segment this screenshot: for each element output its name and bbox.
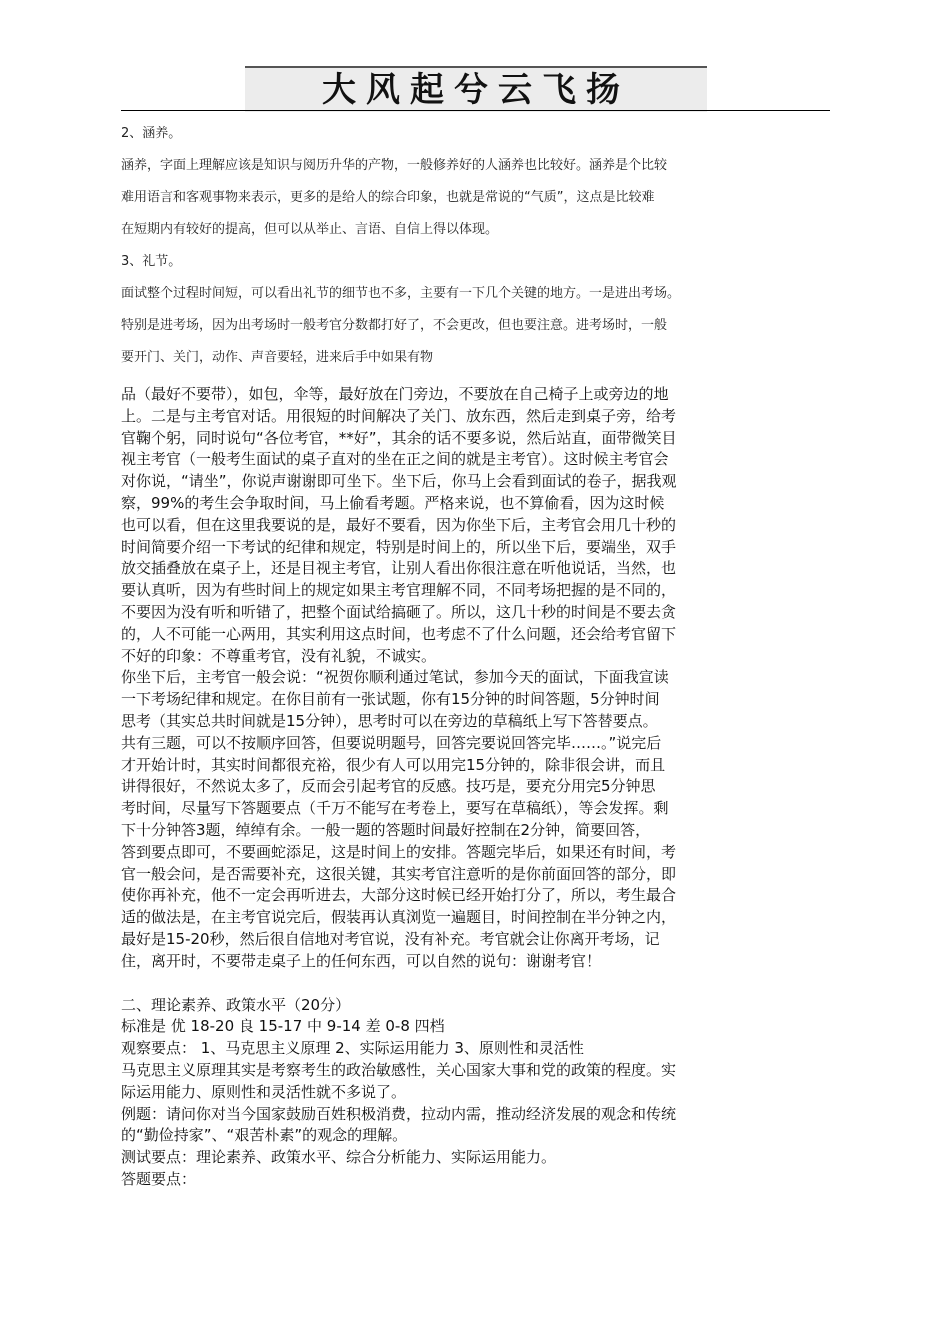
paragraph-line: 要认真听，因为有些时间上的规定如果主考官理解不同，不同考场把握的是不同的， xyxy=(121,581,677,600)
paragraph-line: 察，99%的考生会争取时间，马上偷看考题。严格来说，也不算偷看，因为这时候 xyxy=(121,493,665,512)
paragraph-line: 的“勤俭持家”、“艰苦朴素”的观念的理解。 xyxy=(121,1126,408,1145)
banner-title: 大风起兮云飞扬 xyxy=(322,70,630,110)
paragraph-line: 视主考官（一般考生面试的桌子直对的坐在正之间的就是主考官）。这时候主考官会 xyxy=(121,450,669,469)
paragraph-line: 难用语言和客观事物来表示，更多的是给人的综合印象，也就是常说的“气质”，这点是比较难 xyxy=(121,190,655,205)
paragraph-line: 最好是15-20秒，然后很自信地对考官说，没有补充。考官就会让你离开考场，记 xyxy=(121,929,660,948)
paragraph-line: 使你再补充，他不一定会再听进去，大部分这时候已经开始打分了，所以，考生最合 xyxy=(121,886,677,905)
paragraph-line: 适的做法是，在主考官说完后，假装再认真浏览一遍题目，时间控制在半分钟之内， xyxy=(121,908,677,927)
paragraph-line: 标准是 优 18-20 良 15-17 中 9-14 差 0-8 四档 xyxy=(121,1017,445,1036)
paragraph-line: 品（最好不要带），如包，伞等，最好放在门旁边，不要放在自己椅子上或旁边的地 xyxy=(121,385,669,403)
paragraph-line: 时间简要介绍一下考试的纪律和规定，特别是时间上的，所以坐下后，要端坐，双手 xyxy=(121,537,677,556)
paragraph-line: 面试整个过程时间短，可以看出礼节的细节也不多，主要有一下几个关键的地方。一是进出考场。 xyxy=(121,286,681,301)
paragraph-line: 不要因为没有听和听错了，把整个面试给搞砸了。所以，这几十秒的时间是不要去贪 xyxy=(121,602,677,621)
paragraph-line: 下十分钟答3题，绰绰有余。一般一题的答题时间最好控制在2分钟，简要回答， xyxy=(121,820,651,839)
paragraph-line: 上。二是与主考官对话。用很短的时间解决了关门、放东西，然后走到桌子旁，给考 xyxy=(121,406,677,425)
paragraph-line: 要开门、关门，动作、声音要轻，进来后手中如果有物 xyxy=(121,350,434,365)
paragraph-line: 对你说，“请坐”，你说声谢谢即可坐下。坐下后，你马上会看到面试的卷子，据我观 xyxy=(121,472,677,491)
paragraph-line: 官鞠个躬，同时说句“各位考官，**好”，其余的话不要多说，然后站直，面带微笑目 xyxy=(121,428,677,447)
paragraph-line: 测试要点：理论素养、政策水平、综合分析能力、实际运用能力。 xyxy=(121,1148,557,1167)
paragraph-line: 例题：请问你对当今国家鼓励百姓积极消费，拉动内需，推动经济发展的观念和传统 xyxy=(121,1104,677,1123)
section-top xyxy=(121,118,836,374)
paragraph-line: 放交插叠放在桌子上，还是目视主考官，让别人看出你很注意在听他说话，当然，也 xyxy=(121,559,677,578)
header-banner xyxy=(245,66,707,112)
paragraph-line: 马克思主义原理其实是考察考生的政治敏感性，关心国家大事和党的政策的程度。实 xyxy=(121,1060,677,1079)
paragraph-line: 讲得很好，不然说太多了，反而会引起考官的反感。技巧是，要充分用完5分钟思 xyxy=(121,777,656,796)
main-body xyxy=(121,384,833,1191)
paragraph-line: 你坐下后，主考官一般会说：“祝贺你顺利通过笔试，参加今天的面试，下面我宣读 xyxy=(121,668,669,687)
paragraph-line: 才开始计时，其实时间都很充裕，很少有人可以用完15分钟的，除非很会讲，而且 xyxy=(121,755,666,774)
paragraph-line: 也可以看，但在这里我要说的是，最好不要看，因为你坐下后，主考官会用几十秒的 xyxy=(121,515,677,534)
paragraph-line: 答到要点即可，不要画蛇添足，这是时间上的安排。答题完毕后，如果还有时间，考 xyxy=(121,842,677,861)
paragraph-line: 的，人不可能一心两用，其实利用这点时间，也考虑不了什么问题，还会给考官留下 xyxy=(121,624,677,643)
heading-3: 3、礼节。 xyxy=(121,254,182,269)
heading-2: 2、涵养。 xyxy=(121,126,182,141)
paragraph-line: 考时间，尽量写下答题要点（千万不能写在考卷上，要写在草稿纸），等会发挥。剩 xyxy=(121,799,669,818)
paragraph-line: 在短期内有较好的提高，但可以从举止、言语、自信上得以体现。 xyxy=(121,222,499,237)
paragraph-line: 不好的印象：不尊重考官，没有礼貌，不诚实。 xyxy=(121,646,437,665)
paragraph-line: 观察要点： 1、马克思主义原理 2、实际运用能力 3、原则性和灵活性 xyxy=(121,1039,584,1058)
paragraph-line: 答题要点： xyxy=(121,1169,197,1188)
paragraph-line: 官一般会问，是否需要补充，这很关键，其实考官注意听的是你前面回答的部分，即 xyxy=(121,864,677,883)
header-rule xyxy=(121,110,830,111)
paragraph-line: 思考（其实总共时间就是15分钟），思考时可以在旁边的草稿纸上写下答替要点。 xyxy=(121,711,658,730)
paragraph-line: 一下考场纪律和规定。在你目前有一张试题，你有15分钟的时间答题，5分钟时间 xyxy=(121,690,660,709)
spacer xyxy=(121,973,833,995)
paragraph-line: 共有三题，可以不按顺序回答，但要说明题号，回答完要说回答完毕……。”说完后 xyxy=(121,733,662,752)
paragraph-line: 住，离开时，不要带走桌子上的任何东西，可以自然的说句：谢谢考官！ xyxy=(121,951,602,970)
paragraph-line: 际运用能力、原则性和灵活性就不多说了。 xyxy=(121,1082,407,1101)
section-heading: 二、理论素养、政策水平（20分） xyxy=(121,995,351,1014)
paragraph-line: 涵养，字面上理解应该是知识与阅历升华的产物，一般修养好的人涵养也比较好。涵养是个比较 xyxy=(121,158,668,173)
paragraph-line: 特别是进考场，因为出考场时一般考官分数都打好了，不会更改，但也要注意。进考场时，一般 xyxy=(121,318,668,333)
